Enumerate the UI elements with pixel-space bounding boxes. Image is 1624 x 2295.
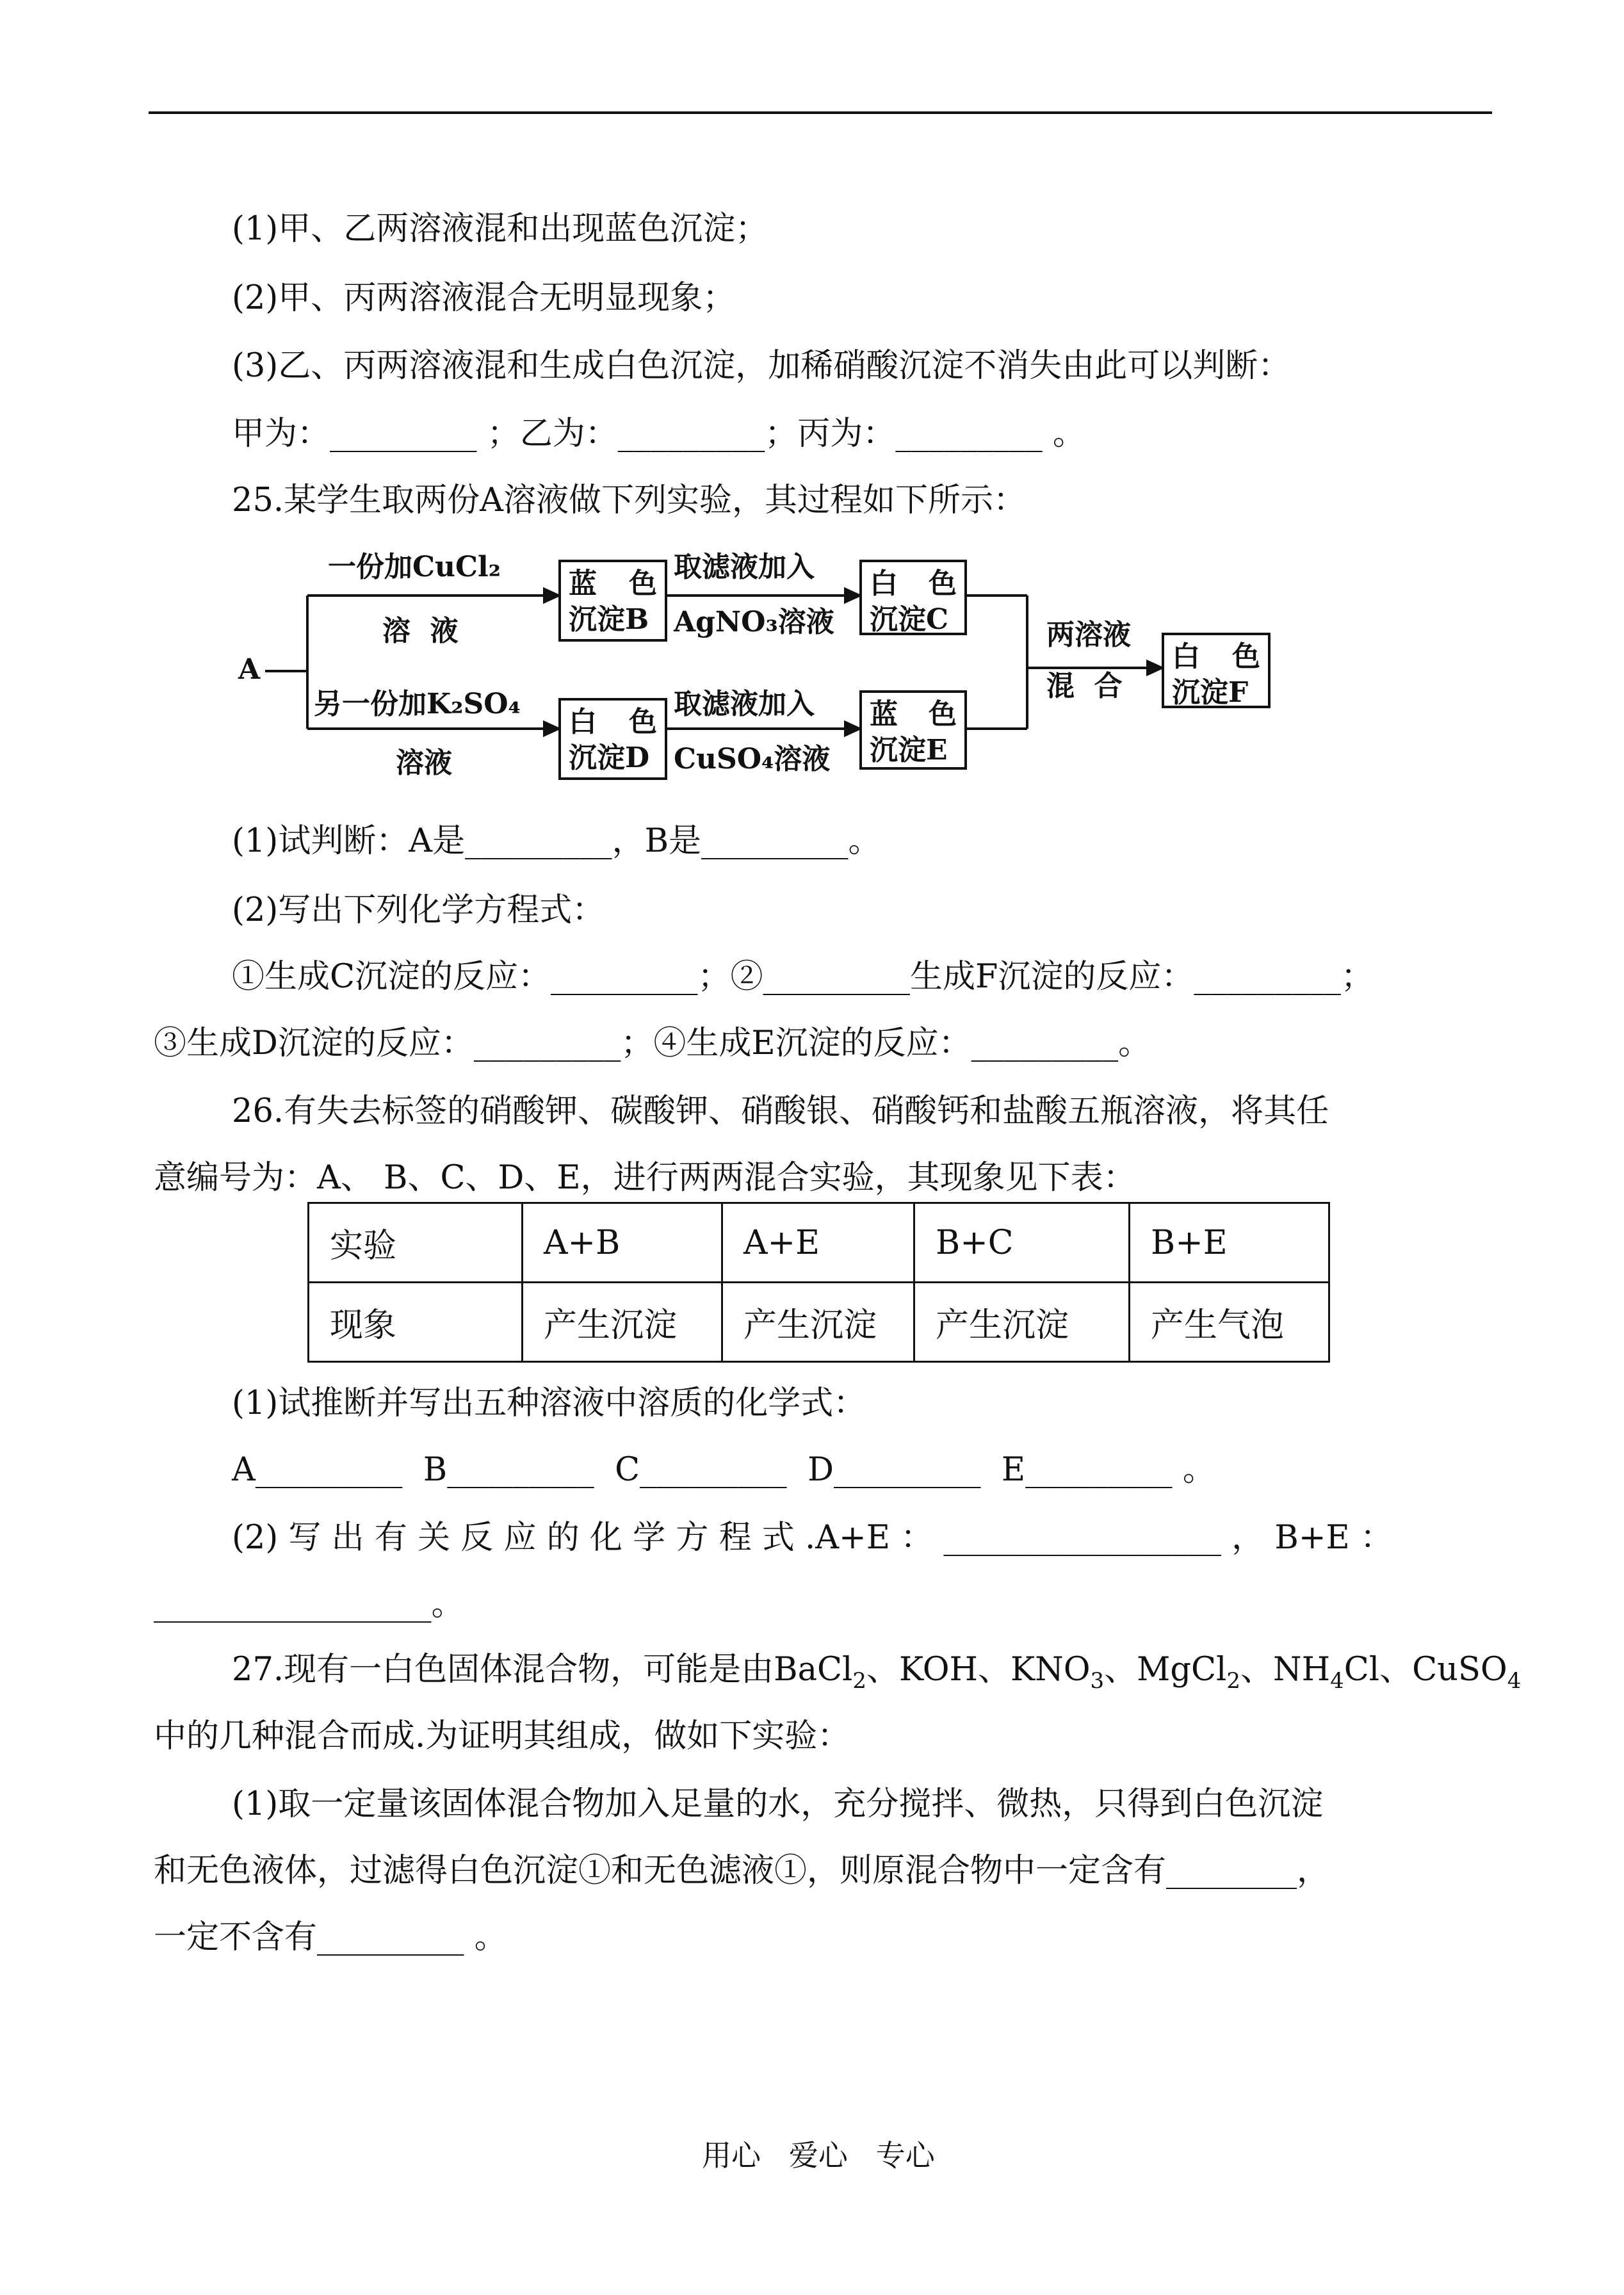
q27-intro1: 27.现有一白色固体混合物，可能是由BaCl$_2$、KOH、$KNO_3$、MgCl$_2$、$NH_4Cl$、CuSO$_4$ — [232, 1651, 1522, 1694]
flow-box-d: 白 色 沉淀D — [558, 698, 667, 780]
flow-box-e: 蓝 色 沉淀E — [859, 690, 967, 770]
q24-line1: (1)甲、乙两溶液混和出现蓝色沉淀； — [232, 210, 768, 248]
table-row — [309, 1203, 1329, 1283]
q27-part1-line2: 和无色液体，过滤得白色沉淀①和无色滤液①，则原混合物中一定含有________， — [154, 1852, 1330, 1890]
table-row — [309, 1283, 1329, 1362]
flow-mix-1: 两溶液 — [1046, 619, 1131, 651]
table-cell: 产生气泡 — [1130, 1283, 1329, 1362]
table-cell: 产生沉淀 — [722, 1283, 914, 1362]
flow-box-f: 白 色 沉淀F — [1162, 633, 1271, 708]
flow-mix-2: 混 合 — [1046, 670, 1123, 702]
flow-box-b: 蓝 色 沉淀B — [558, 560, 667, 642]
flow-bottom-branch-1: 另一份加K₂SO₄ — [314, 688, 521, 720]
q27-part1-line1: (1)取一定量该固体混合物加入足量的水，充分搅拌、微热，只得到白色沉淀 — [232, 1785, 1324, 1823]
q25-intro: 25.某学生取两份A溶液做下列实验，其过程如下所示： — [232, 482, 1026, 519]
page-footer: 用心 爱心 专心 — [702, 2138, 935, 2173]
flow-diagram — [232, 549, 1288, 799]
q25-eq-line1: ①生成C沉淀的反应：_________；②_________生成F沉淀的反应：_________； — [232, 958, 1374, 996]
q26-part1: (1)试推断并写出五种溶液中溶质的化学式： — [232, 1384, 866, 1422]
flow-filtrate-top-2: AgNO₃溶液 — [674, 606, 834, 638]
q26-part2-line1: (2) 写 出 有 关 反 应 的 化 学 方 程 式 .A+E ： _________________ ， B+E ： — [232, 1519, 1393, 1557]
q26-intro2: 意编号为：A、 B、C、D、E，进行两两混合实验，其现象见下表： — [154, 1159, 1136, 1197]
table-cell: B+C — [914, 1203, 1130, 1283]
table-cell: 现象 — [309, 1283, 523, 1362]
flow-top-branch-2: 溶 液 — [382, 615, 459, 647]
q25-part1: (1)试判断：A是_________，B是_________。 — [232, 822, 881, 860]
flow-filtrate-bottom-2: CuSO₄溶液 — [674, 743, 831, 775]
flow-bottom-branch-2: 溶液 — [396, 747, 452, 779]
table-cell: 产生沉淀 — [914, 1283, 1130, 1362]
q24-line3: (3)乙、丙两溶液混和生成白色沉淀，加稀硝酸沉淀不消失由此可以判断： — [232, 347, 1291, 385]
q26-answers: A_________ B_________ C_________ D_________ E_________ 。 — [232, 1451, 1215, 1489]
table-cell: 产生沉淀 — [523, 1283, 722, 1362]
q27-part1-line3: 一定不含有_________ 。 — [154, 1918, 507, 1956]
q25-eq-line2: ③生成D沉淀的反应：_________；④生成E沉淀的反应：_________。 — [154, 1025, 1151, 1062]
flow-filtrate-bottom-1: 取滤液加入 — [674, 688, 815, 720]
q26-intro1: 26.有失去标签的硝酸钾、碳酸钾、硝酸银、硝酸钙和盐酸五瓶溶液，将其任 — [232, 1092, 1329, 1130]
observation-table — [307, 1202, 1330, 1363]
q26-part2-line2: _________________。 — [154, 1585, 464, 1623]
q25-part2: (2)写出下列化学方程式： — [232, 891, 605, 929]
flow-top-branch-1: 一份加CuCl₂ — [328, 551, 501, 583]
q27-intro2: 中的几种混合而成.为证明其组成，做如下实验： — [154, 1717, 850, 1755]
flow-filtrate-top-1: 取滤液加入 — [674, 551, 815, 583]
table-cell: 实验 — [309, 1203, 523, 1283]
q24-line4: 甲为：_________ ；乙为：_________；丙为：_________ 。 — [232, 415, 1085, 453]
table-cell: A+B — [523, 1203, 722, 1283]
table-cell: A+E — [722, 1203, 914, 1283]
header-rule — [149, 111, 1492, 114]
table-cell: B+E — [1130, 1203, 1329, 1283]
flow-start-a: A — [238, 653, 261, 686]
flow-box-c: 白 色 沉淀C — [859, 560, 967, 635]
q24-line2: (2)甲、丙两溶液混合无明显现象； — [232, 279, 736, 317]
